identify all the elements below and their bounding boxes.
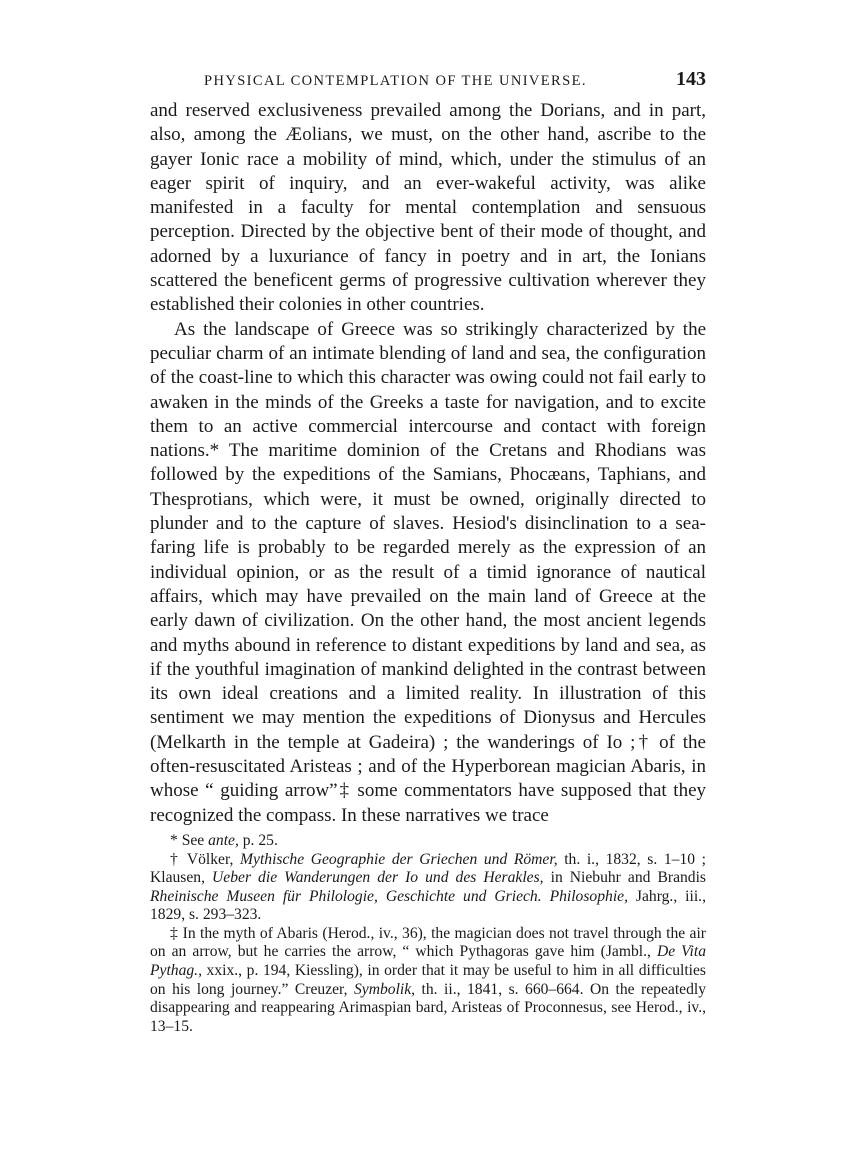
footnote-text: p. 25. <box>238 831 278 849</box>
footnote-text: th. ii., 1841, s. 660–664. On the repeatedly disappearing and reappearing Arimaspian bard, Aristeas of Proconnesus, see Herod., iv., 13–15. <box>150 980 706 1035</box>
running-title: PHYSICAL CONTEMPLATION OF THE UNIVERSE. <box>204 73 587 89</box>
book-page <box>150 68 706 1036</box>
body-paragraph-1: and reserved exclusiveness prevailed among the Dorians, and in part, also, among the Æolians, we must, on the other hand, ascribe to the gayer Ionic race a mobility of mind, which, under the stimulus of an eager spirit of inquiry, and an ever-wakeful activity, was alike manifested in a faculty for mental contemplation and sensuous perception. Directed by the objective bent of their mode of thought, and adorned by a luxuriance of fancy in poetry and in art, the Ionians scattered the beneficent germs of progressive cultivation wherever they established their colonies in other countries. <box>150 100 706 316</box>
footnote-italic: Mythische Geographie der Griechen und Römer, <box>240 850 558 868</box>
footnote-italic: Symbolik, <box>354 980 416 998</box>
footnote-text: † Völker, <box>170 850 241 868</box>
footnote-italic: De Vita Pythag., <box>150 943 706 980</box>
footnote-3 <box>150 925 706 1037</box>
footnote-text: th. i., 1832, s. 1–10 ; Klausen, <box>150 850 706 887</box>
running-head <box>150 68 706 91</box>
page-number: 143 <box>676 68 706 90</box>
footnote-text: ‡ In the myth of Abaris (Herod., iv., 36), the magician does not travel through the air on an arrow, but he carries the arrow, “ which Pythagoras gave him (Jambl., <box>150 924 706 961</box>
footnote-italic: Ueber die Wanderungen der Io und des Herakles, <box>212 869 544 887</box>
footnote-2 <box>150 851 706 925</box>
footnote-text: in Niebuhr and Brandis <box>543 869 706 887</box>
footnote-text: Jahrg., iii., 1829, s. 293–323. <box>150 887 706 924</box>
footnote-text: * See <box>170 831 209 849</box>
body-paragraph-2: As the landscape of Greece was so strikingly characterized by the peculiar charm of an intimate blending of land and sea, the configuration of the coast-line to which this character was owing could not fail early to awaken in the minds of the Greeks a taste for navigation, and to excite them to an active commercial intercourse and contact with foreign nations.* The maritime dominion of the Cretans and Rhodians was followed by the expeditions of the Samians, Phocæans, Taphians, and Thesprotians, which were, it must be owned, originally directed to plunder and to the capture of slaves. Hesiod's disinclination to a sea-faring life is probably to be regarded merely as the expression of an individual opinion, or as the result of a timid ignorance of nautical affairs, which may have prevailed on the main land of Greece at the early dawn of civilization. On the other hand, the most ancient legends and myths abound in reference to distant expeditions by land and sea, as if the youthful imagination of mankind delighted in the contrast between its own ideal creations and a limited reality. In illustration of this sentiment we may mention the expeditions of Dionysus and Hercules (Melkarth in the temple at Gadeira) ; the wanderings of Io ;† of the often-resuscitated Aristeas ; and of the Hyperborean magician Abaris, in whose “ guiding arrow”‡ some commentators have supposed that they recognized the compass. In these narratives we trace <box>150 318 706 826</box>
footnote-1 <box>150 832 706 851</box>
footnote-italic: Rheinische Museen für Philologie, Geschichte und Griech. Philosophie, <box>150 887 628 905</box>
footnotes <box>150 832 706 1037</box>
footnote-text: xxix., p. 194, Kiessling), in order that it may be useful to him in all difficulties on his long journey.” Creuzer, <box>150 962 706 998</box>
footnote-italic: ante, <box>208 831 239 849</box>
